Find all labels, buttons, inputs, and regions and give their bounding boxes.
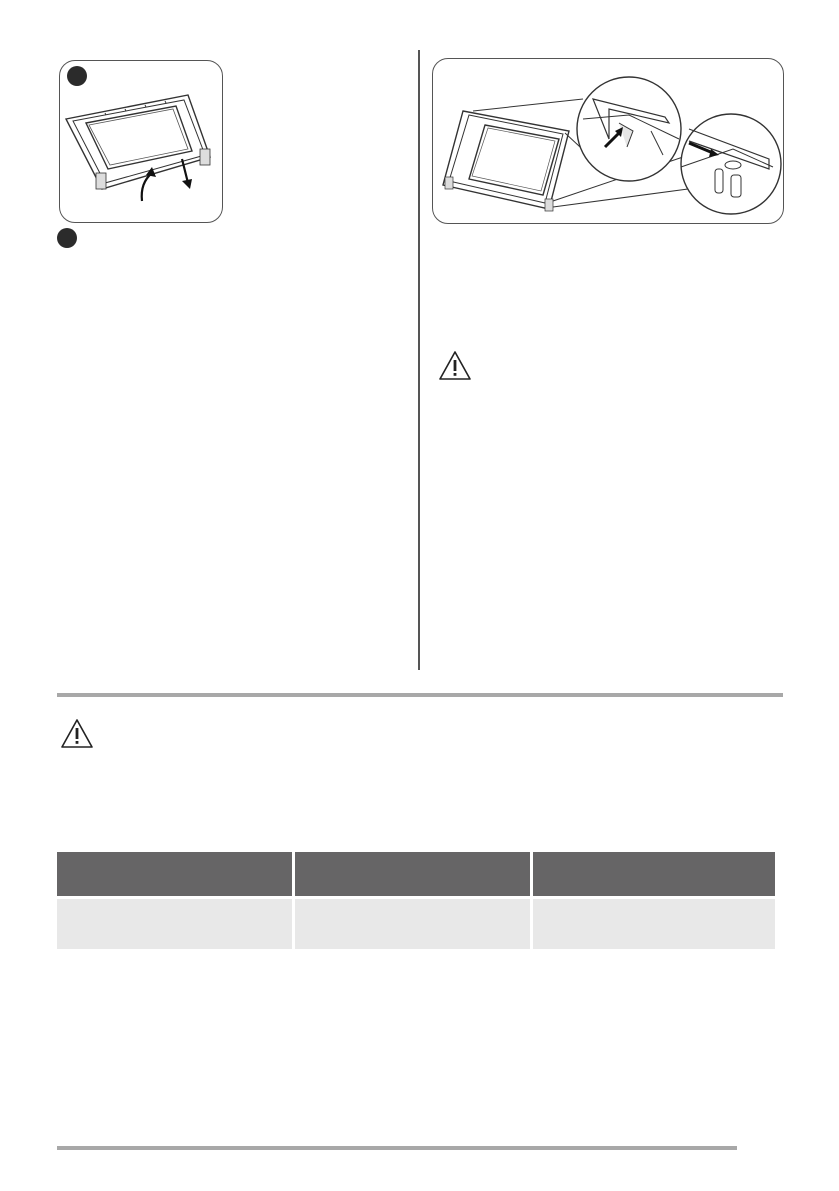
door-glass-detail-figure	[432, 58, 784, 224]
table-cell	[295, 896, 530, 949]
column-divider	[418, 50, 420, 670]
door-removal-figure	[59, 60, 223, 223]
step-badge	[67, 66, 87, 86]
table-header-row	[57, 852, 775, 896]
warning-triangle-icon	[438, 350, 472, 382]
table-header-cell	[57, 852, 292, 896]
table-row	[57, 896, 775, 949]
next-step-badge	[57, 228, 77, 248]
door-lift-illustration	[60, 61, 222, 222]
section-rule	[57, 693, 783, 697]
table-cell	[533, 896, 775, 949]
warning-triangle-icon	[60, 718, 94, 750]
table-cell	[57, 896, 292, 949]
table-header-cell	[533, 852, 775, 896]
footer-rule	[57, 1146, 737, 1150]
door-detail-illustration	[433, 59, 783, 223]
data-table	[54, 852, 778, 949]
table-header-cell	[295, 852, 530, 896]
